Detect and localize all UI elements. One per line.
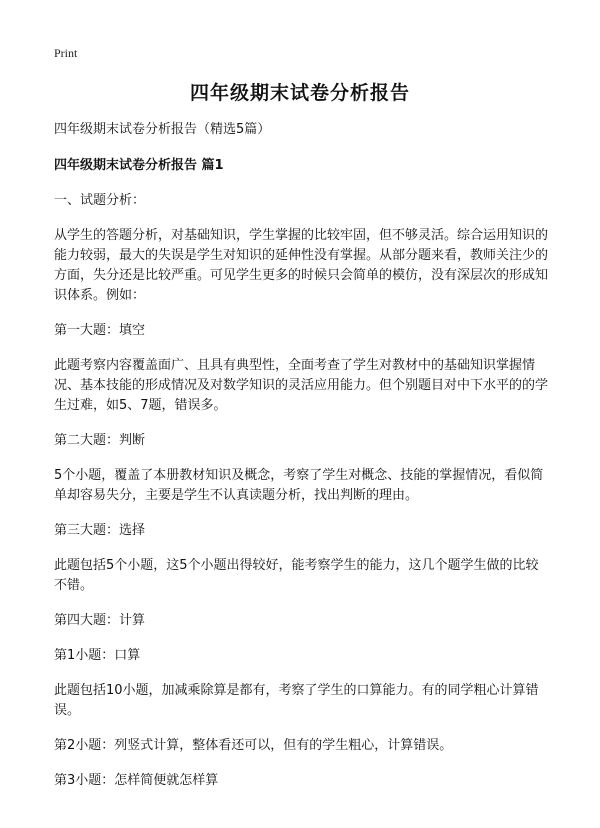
paragraph-q4-sub1-heading: 第1小题：口算 (54, 648, 141, 663)
paragraph-q1-heading: 第一大题：填空 (54, 323, 146, 338)
paragraph-q2-heading: 第二大题：判断 (54, 433, 146, 448)
paragraph-q2-analysis: 5个小题，覆盖了本册教材知识及概念，考察了学生对概念、技能的掌握情况，看似简单却容易失分，主要是学生不认真读题分析，找出判断的理由。 (54, 468, 544, 503)
paragraph-q3-analysis: 此题包括5个小题，这5个小题出得较好，能考察学生的能力，这几个题学生做的比较不错。 (54, 558, 539, 593)
paragraph-analysis-heading: 一、试题分析： (54, 193, 146, 208)
document-subtitle: 四年级期末试卷分析报告（精选5篇） (54, 122, 271, 137)
paragraph-overview: 从学生的答题分析，对基础知识，学生掌握的比较牢固，但不够灵活。综合运用知识的能力较弱，最大的失误是学生对知识的延伸性没有掌握。从部分题来看，教师关注少的方面，失分还是比较严重。可见学生更多的时候只会简单的模仿，没有深层次的形成知识体系。例如： (54, 228, 549, 303)
print-link[interactable]: Print (54, 46, 78, 60)
paragraph-q1-analysis: 此题考察内容覆盖面广、且具有典型性，全面考查了学生对教材中的基础知识掌握情况、基本技能的形成情况及对数学知识的灵活应用能力。但个别题目对中下水平的的学生过难，如5、7题，错误多。 (54, 358, 549, 413)
paragraph-q4-sub1-analysis: 此题包括10小题，加减乘除算是都有，考察了学生的口算能力。有的同学粗心计算错误。 (54, 683, 539, 718)
paragraph-q4-sub2: 第2小题：列竖式计算，整体看还可以，但有的学生粗心，计算错误。 (54, 738, 453, 753)
document-title: 四年级期末试卷分析报告 (189, 82, 410, 104)
section-heading: 四年级期末试卷分析报告 篇1 (54, 158, 224, 173)
paragraph-q4-sub3-heading: 第3小题：怎样简便就怎样算 (54, 773, 219, 788)
paragraph-q3-heading: 第三大题：选择 (54, 523, 146, 538)
paragraph-q4-heading: 第四大题：计算 (54, 613, 146, 628)
document-body (54, 120, 550, 806)
